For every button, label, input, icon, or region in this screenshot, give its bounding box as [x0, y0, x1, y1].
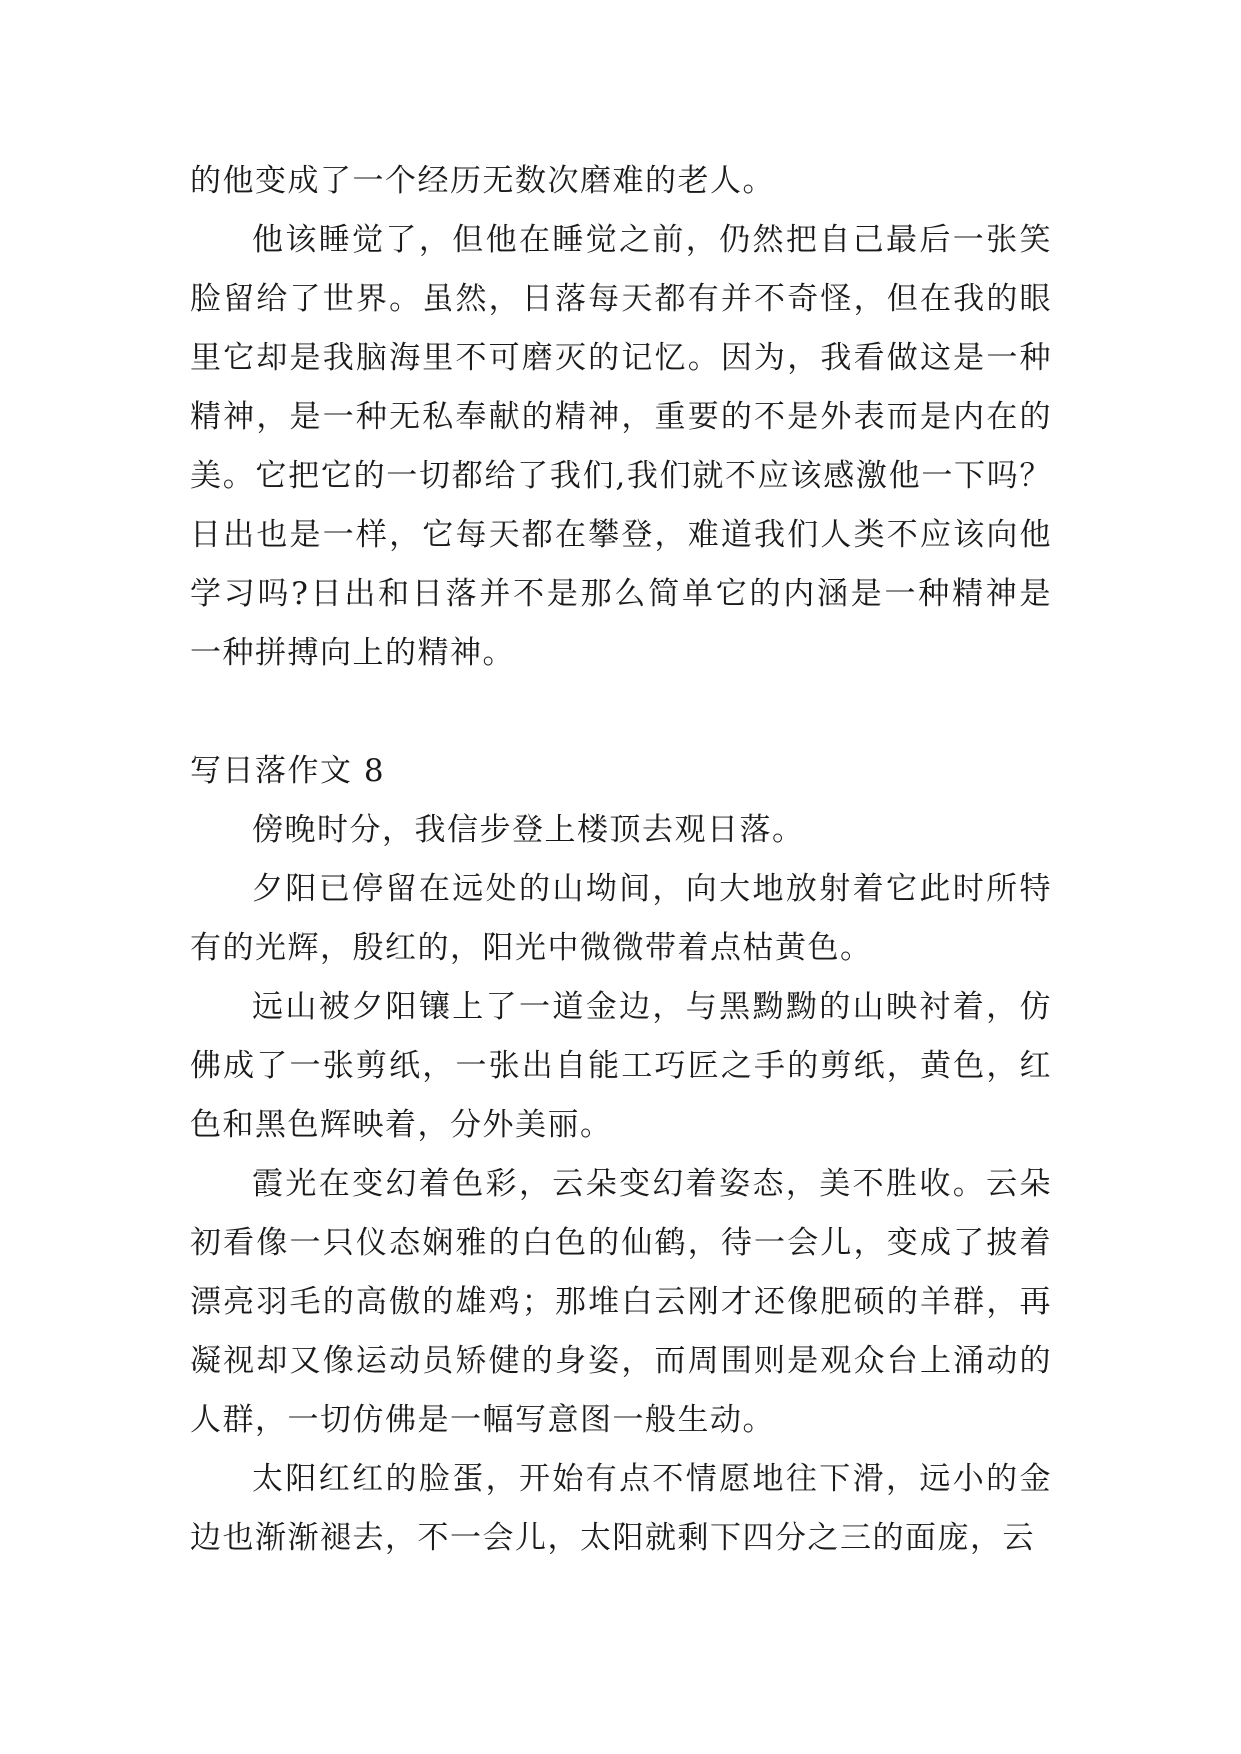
paragraph: 他该睡觉了，但他在睡觉之前，仍然把自己最后一张笑脸留给了世界。虽然，日落每天都有并不奇怪，但在我的眼里它却是我脑海里不可磨灭的记忆。因为，我看做这是一种精神，是一种无私奉献的精神，重要的不是外表而是内在的美。它把它的一切都给了我们,我们就不应该感激他一下吗？日出也是一样，它每天都在攀登，难道我们人类不应该向他学习吗?日出和日落并不是那么简单它的内涵是一种精神是一种拼搏向上的精神。	[190, 222, 1052, 671]
paragraph: 远山被夕阳镶上了一道金边，与黑黝黝的山映衬着，仿佛成了一张剪纸，一张出自能工巧匠之手的剪纸，黄色，红色和黑色辉映着，分外美丽。	[190, 989, 1052, 1143]
document-body	[190, 152, 1052, 1568]
paragraph: 太阳红红的脸蛋，开始有点不情愿地往下滑，远小的金边也渐渐褪去，不一会儿，太阳就剩下四分之三的面庞，云	[190, 1461, 1052, 1556]
paragraph: 夕阳已停留在远处的山坳间，向大地放射着它此时所特有的光辉，殷红的，阳光中微微带着点枯黄色。	[190, 871, 1052, 966]
section-heading: 写日落作文 8	[190, 753, 386, 789]
continued-paragraph: 的他变成了一个经历无数次磨难的老人。	[190, 163, 775, 199]
paragraph: 傍晚时分，我信步登上楼顶去观日落。	[252, 812, 805, 848]
paragraph: 霞光在变幻着色彩，云朵变幻着姿态，美不胜收。云朵初看像一只仪态娴雅的白色的仙鹤，待一会儿，变成了披着漂亮羽毛的高傲的雄鸡；那堆白云刚才还像肥硕的羊群，再凝视却又像运动员矫健的身姿，而周围则是观众台上涌动的人群，一切仿佛是一幅写意图一般生动。	[190, 1166, 1052, 1438]
